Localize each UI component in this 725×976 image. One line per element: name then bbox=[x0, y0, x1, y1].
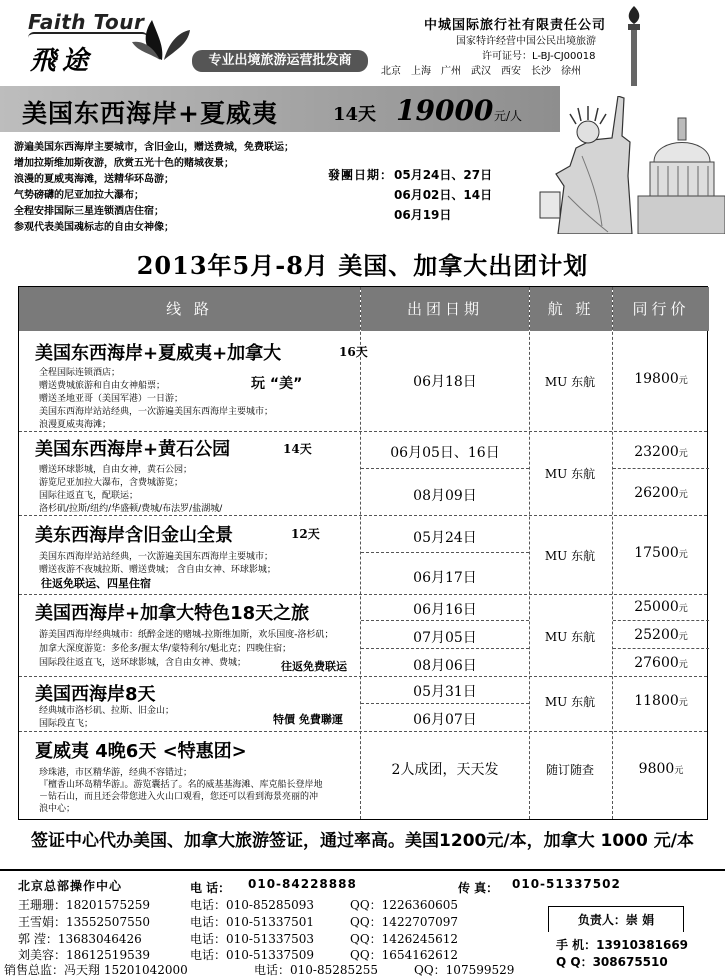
route-detail: 国际往返直飞，配联运； bbox=[39, 491, 139, 501]
staff-name: 王珊珊：18201575259 bbox=[18, 898, 150, 912]
route-detail: 加拿大深度游览：多伦多/握太华/蒙特利尔/魁北克；四晚住宿； bbox=[39, 644, 292, 654]
staff-qq: QQ：1426245612 bbox=[350, 932, 459, 946]
slogan: 专业出境旅游运营批发商 bbox=[192, 50, 368, 72]
statue-of-liberty-capitol-icon bbox=[518, 96, 725, 234]
price bbox=[613, 545, 709, 561]
departure-date: 05月24日、27日 bbox=[394, 168, 493, 182]
cell-divider bbox=[613, 648, 709, 649]
price-value: 9800 bbox=[638, 761, 675, 777]
footer-divider bbox=[0, 869, 725, 871]
column-header-route: 线 路 bbox=[19, 287, 360, 331]
banner-price: 19000 bbox=[396, 94, 494, 127]
route-note: 往返免联运、四星住宿 bbox=[41, 577, 151, 590]
price bbox=[613, 371, 709, 387]
company-name: 中城国际旅行社有限责任公司 bbox=[424, 18, 607, 33]
departure-date: 05月31日 bbox=[413, 684, 477, 700]
cell-divider bbox=[613, 620, 709, 621]
price-value: 17500 bbox=[634, 545, 679, 561]
license-number: 许可证号：L-BJ-CJ00018 bbox=[482, 51, 596, 62]
flight: MU 东航 bbox=[544, 630, 596, 644]
price bbox=[613, 485, 709, 501]
manager-box bbox=[548, 906, 684, 932]
banner-feature: 全程安排国际三星连锁酒店住宿； bbox=[14, 206, 164, 217]
director-qq: QQ：107599529 bbox=[414, 963, 515, 976]
hq-phone: 010-84228888 bbox=[248, 877, 357, 891]
departure-date: 06月18日 bbox=[413, 374, 477, 390]
departure-date: 05月24日 bbox=[413, 530, 477, 546]
price-value: 26200 bbox=[634, 485, 679, 501]
hq-label: 北京总部操作中心 bbox=[18, 879, 123, 893]
route-detail: 赠送环球影城，自由女神，黄石公园； bbox=[39, 465, 193, 475]
flight: MU 东航 bbox=[544, 549, 596, 563]
city: 武汉 bbox=[471, 66, 491, 77]
visa-service: 签证中心代办美国、加拿大旅游签证，通过率高。美国1200元/本，加拿大 1000 元/本 bbox=[31, 831, 694, 851]
route-days: 12天 bbox=[291, 527, 320, 541]
route-detail: 游览尼亚加拉大瀑布，含费城游览； bbox=[39, 478, 184, 488]
price bbox=[613, 693, 709, 709]
price bbox=[613, 761, 709, 777]
price-unit: 元 bbox=[678, 632, 688, 642]
city: 长沙 bbox=[531, 66, 551, 77]
header bbox=[0, 0, 725, 86]
schedule-table bbox=[18, 286, 708, 820]
route-detail: 赠送费城旅游和自由女神船票； bbox=[39, 381, 166, 391]
cell-divider bbox=[361, 703, 529, 704]
flight: MU 东航 bbox=[544, 467, 596, 481]
staff-qq: QQ：1654162612 bbox=[350, 948, 459, 962]
hq-fax: 010-51337502 bbox=[512, 877, 621, 891]
route-title: 美国东西海岸+黄石公园 bbox=[35, 439, 231, 460]
cell-divider bbox=[361, 620, 529, 621]
route-note: 玩 “美” bbox=[251, 376, 303, 392]
route-title: 美东西海岸含旧金山全景 bbox=[35, 525, 233, 546]
route-detail: 浪中心； bbox=[39, 804, 76, 814]
price bbox=[613, 627, 709, 643]
cell-divider bbox=[361, 552, 529, 553]
price-value: 25200 bbox=[634, 627, 679, 643]
flight: 随订随查 bbox=[545, 763, 594, 777]
route-detail: －钻石山，而且还会带您进入火山口观看，您还可以看到海景亮丽的冲 bbox=[39, 792, 319, 802]
banner-feature: 气势磅礴的尼亚加拉大瀑布； bbox=[14, 190, 144, 201]
price bbox=[613, 655, 709, 671]
staff-phone: 电话：010-85285093 bbox=[190, 898, 315, 912]
route-note: 特價 免費聯運 bbox=[273, 713, 343, 726]
hq-phone-label: 电 话： bbox=[190, 881, 231, 895]
row-divider bbox=[19, 676, 707, 677]
branch-cities bbox=[381, 62, 591, 77]
route-detail: 经典城市洛杉矶、拉斯、旧金山； bbox=[39, 706, 175, 716]
departure-date: 08月09日 bbox=[413, 488, 477, 504]
route-detail: 珍珠港，市区精华游，经典不容错过； bbox=[39, 768, 193, 778]
banner-feature: 游遍美国东西海岸主要城市，含旧金山，赠送费城，免费联运； bbox=[14, 142, 294, 153]
torch-icon bbox=[620, 6, 648, 86]
banner-days: 14天 bbox=[333, 104, 377, 125]
price-unit: 元 bbox=[678, 449, 688, 459]
logo-swoosh-icon bbox=[28, 32, 148, 38]
route-detail: 美国东西海岸站站经典，一次游遍美国东西海岸主要城市； bbox=[39, 407, 274, 417]
promo-banner bbox=[0, 86, 725, 234]
price-unit: 元 bbox=[674, 766, 684, 776]
price-unit: 元 bbox=[678, 698, 688, 708]
departure-date: 08月06日 bbox=[413, 658, 477, 674]
row-divider bbox=[19, 515, 707, 516]
manager-label: 负责人：崇 娟 bbox=[577, 913, 655, 927]
price-value: 23200 bbox=[634, 444, 679, 460]
sales-director: 销售总监：冯天翔 15201042000 bbox=[4, 963, 188, 976]
departure-date: 07月05日 bbox=[413, 630, 477, 646]
departure-date: 06月07日 bbox=[413, 712, 477, 728]
route-detail: 赠送夜游不夜城拉斯、赠送费城； 含自由女神、环球影城； bbox=[39, 565, 276, 575]
price bbox=[613, 599, 709, 615]
route-detail: 全程国际连锁酒店； bbox=[39, 368, 121, 378]
departure-date: 06月17日 bbox=[413, 570, 477, 586]
departure-label: 發團日期： bbox=[328, 168, 394, 182]
staff-qq: QQ：1226360605 bbox=[350, 898, 459, 912]
cell-divider bbox=[361, 468, 529, 469]
flight: MU 东航 bbox=[544, 695, 596, 709]
departure-date: 06月16日 bbox=[413, 602, 477, 618]
route-detail: 美国东西海岸站站经典，一次游遍美国东西海岸主要城市； bbox=[39, 552, 274, 562]
price-unit: 元 bbox=[678, 660, 688, 670]
column-header-price: 同行价 bbox=[613, 287, 709, 331]
cell-divider bbox=[361, 648, 529, 649]
company-subtitle: 国家特许经营中国公民出境旅游 bbox=[456, 36, 596, 47]
brand-logo-en: Faith Tour bbox=[28, 10, 145, 34]
price-value: 27600 bbox=[634, 655, 679, 671]
staff-name: 刘美容：18612519539 bbox=[18, 948, 150, 962]
departure-date: 2人成团，天天发 bbox=[391, 762, 499, 778]
column-header-flight: 航 班 bbox=[530, 287, 612, 331]
banner-feature: 增加拉斯维加斯夜游，欣赏五光十色的赌城夜景； bbox=[14, 158, 234, 169]
city: 西安 bbox=[501, 66, 521, 77]
route-detail: 洛杉矶/拉斯/纽约/华盛顿/费城/布法罗/盐湖城/ bbox=[39, 504, 223, 514]
departure-date: 06月02日、14日 bbox=[394, 188, 493, 202]
brand-logo-cn: 飛途 bbox=[30, 46, 95, 76]
route-days: 16天 bbox=[339, 345, 368, 359]
banner-feature: 参观代表美国魂标志的自由女神像； bbox=[14, 222, 174, 233]
price bbox=[613, 444, 709, 460]
director-phone: 电话：010-85285255 bbox=[254, 963, 379, 976]
price-value: 25000 bbox=[634, 599, 679, 615]
price-unit: 元 bbox=[678, 604, 688, 614]
city: 广州 bbox=[441, 66, 461, 77]
departure-date: 06月05日、16日 bbox=[390, 445, 500, 461]
route-title: 美国东西海岸+夏威夷+加拿大 bbox=[35, 343, 282, 364]
leaf-logo-icon bbox=[132, 14, 192, 62]
staff-name: 王雪娟：13552507550 bbox=[18, 915, 150, 929]
staff-qq: QQ：1422707097 bbox=[350, 915, 459, 929]
city: 北京 bbox=[381, 66, 401, 77]
manager-qq: Q Q：308675510 bbox=[556, 955, 668, 969]
cell-divider bbox=[613, 468, 709, 469]
manager-mobile: 手 机：13910381669 bbox=[556, 938, 689, 952]
staff-name: 郭 滢：13683046426 bbox=[18, 932, 142, 946]
route-note: 往返免费联运 bbox=[281, 660, 347, 673]
price-unit: 元 bbox=[678, 376, 688, 386]
banner-feature: 浪漫的夏威夷海滩，送精华环岛游； bbox=[14, 174, 174, 185]
city: 徐州 bbox=[561, 66, 581, 77]
route-days: 14天 bbox=[283, 442, 312, 456]
route-detail: 国际段往返直飞，送环球影城，含自由女神、费城； bbox=[39, 658, 247, 668]
route-detail: 游美国西海岸经典城市：纸醉金迷的赌城-拉斯维加斯，欢乐国度-洛杉矶； bbox=[39, 630, 334, 640]
column-header-date: 出团日期 bbox=[361, 287, 529, 331]
price-unit: 元 bbox=[678, 490, 688, 500]
city: 上海 bbox=[411, 66, 431, 77]
price-value: 19800 bbox=[634, 371, 679, 387]
plan-title: 2013年5月-8月 美国、加拿大出团计划 bbox=[136, 251, 589, 280]
row-divider bbox=[19, 431, 707, 432]
route-detail: 浪漫夏威夷海滩； bbox=[39, 420, 112, 430]
hq-fax-label: 传 真： bbox=[458, 881, 499, 895]
row-divider bbox=[19, 731, 707, 732]
grid-line bbox=[360, 287, 361, 819]
route-title: 夏威夷 4晚6天 <特惠团> bbox=[35, 741, 247, 762]
staff-phone: 电话：010-51337501 bbox=[190, 915, 315, 929]
price-unit: 元 bbox=[678, 550, 688, 560]
route-title: 美国西海岸8天 bbox=[35, 684, 156, 705]
route-detail: 『檀香山环岛精华游』。游览囊括了。名的威基基海滩、库克船长登岸地 bbox=[39, 780, 323, 790]
route-title: 美国西海岸+加拿大特色18天之旅 bbox=[35, 603, 310, 624]
departure-date: 06月19日 bbox=[394, 208, 452, 222]
staff-phone: 电话：010-51337509 bbox=[190, 948, 315, 962]
flight: MU 东航 bbox=[544, 375, 596, 389]
banner-title: 美国东西海岸+夏威夷 bbox=[22, 99, 278, 128]
route-detail: 国际段直飞； bbox=[39, 719, 94, 729]
route-detail: 赠送圣地亚哥（美国军港）一日游； bbox=[39, 394, 184, 404]
staff-phone: 电话：010-51337503 bbox=[190, 932, 315, 946]
price-value: 11800 bbox=[634, 693, 679, 709]
row-divider bbox=[19, 594, 707, 595]
banner-price-unit: 元/人 bbox=[494, 109, 523, 123]
